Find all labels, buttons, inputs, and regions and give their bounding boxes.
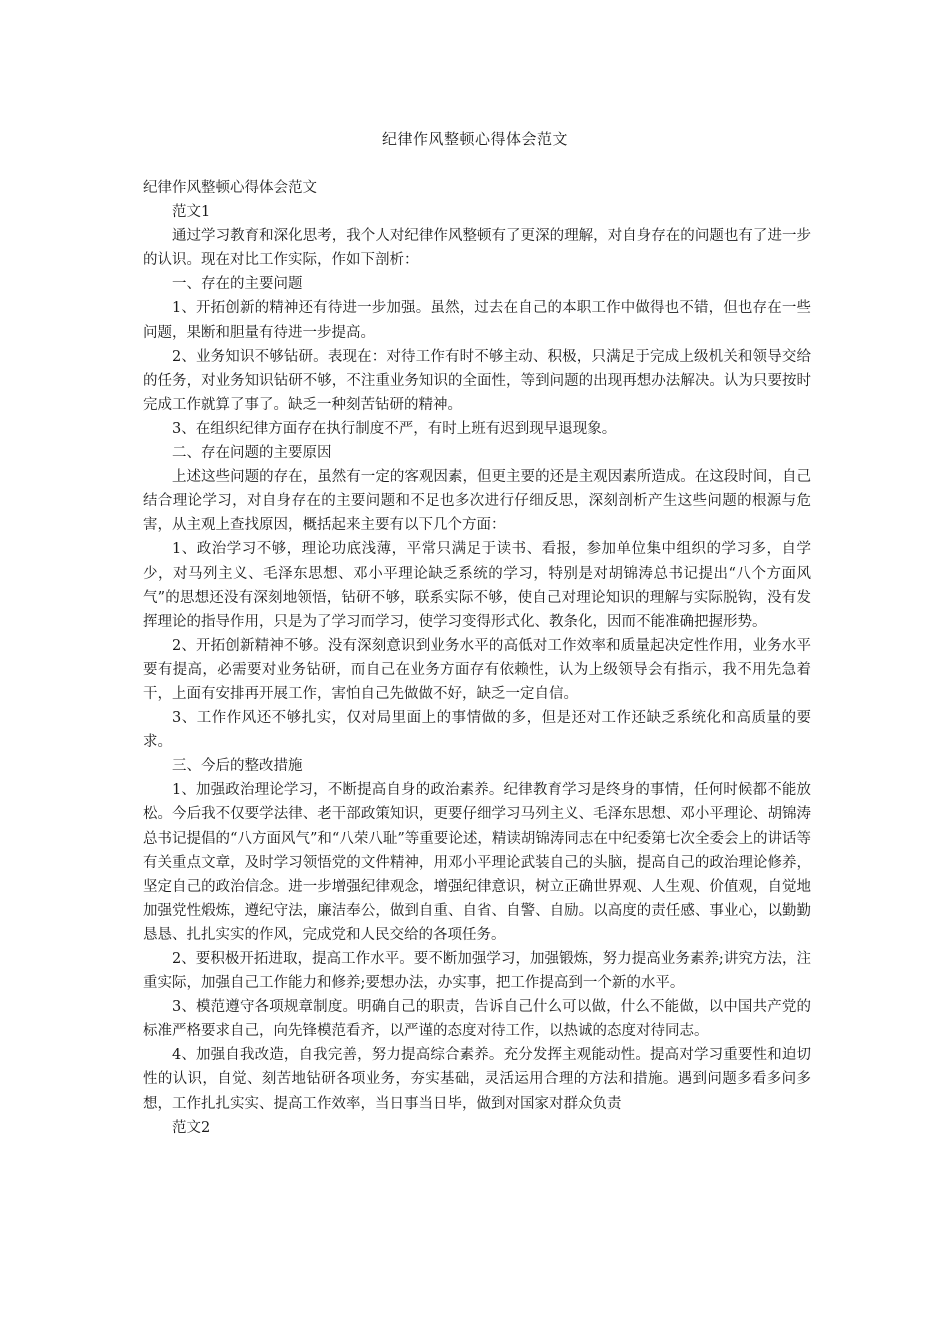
paragraph: 1、加强政治理论学习，不断提高自身的政治素养。纪律教育学习是终身的事情，任何时候都不能放松。今后我不仅要学法律、老干部政策知识，更要仔细学习马列主义、毛泽东思想、邓小平理论、胡锦涛总书记提倡的“八方面风气”和“八荣八耻”等重要论述，精读胡锦涛同志在中纪委第七次全委会上的讲话等有关重点文章，及时学习领悟党的文件精神，用邓小平理论武装自己的头脑，提高自己的政治理论修养，坚定自己的政治信念。进一步增强纪律观念，增强纪律意识，树立正确世界观、人生观、价值观，自觉地加强党性煅炼，遵纪守法，廉洁奉公，做到自重、自省、自警、自励。以高度的责任感、事业心，以勤勤恳恳、扎扎实实的作风，完成党和人民交给的各项任务。 xyxy=(143,782,811,943)
paragraph: 2、要积极开拓进取，提高工作水平。要不断加强学习，加强锻炼，努力提高业务素养;讲究方法，注重实际，加强自己工作能力和修养;要想办法，办实事，把工作提高到一个新的水平。 xyxy=(143,951,811,992)
paragraph: 范文1 xyxy=(172,204,211,221)
paragraph: 三、今后的整改措施 xyxy=(172,758,303,775)
paragraph: 2、开拓创新精神不够。没有深刻意识到业务水平的高低对工作效率和质量起决定性作用，业务水平要有提高，必需要对业务钻研，而自己在业务方面存有依赖性，认为上级领导会有指示，我不用先急着干，上面有安排再开展工作，害怕自己先做做不好，缺乏一定自信。 xyxy=(143,637,811,702)
paragraph: 二、存在问题的主要原因 xyxy=(172,445,332,462)
paragraph: 3、在组织纪律方面存在执行制度不严，有时上班有迟到现早退现象。 xyxy=(172,420,617,437)
paragraph: 1、政治学习不够，理论功底浅薄，平常只满足于读书、看报，参加单位集中组织的学习多，自学少，对马列主义、毛泽东思想、邓小平理论缺乏系统的学习，特别是对胡锦涛总书记提出“八个方面风气”的思想还没有深刻地领悟，钻研不够，联系实际不够，使自己对理论知识的理解与实际脱钩，没有发挥理论的指导作用，只是为了学习而学习，使学习变得形式化、教条化，因而不能准确把握形势。 xyxy=(143,541,811,630)
document-body xyxy=(143,176,811,1140)
document-title: 纪律作风整顿心得体会范文 xyxy=(381,130,568,148)
paragraph: 通过学习教育和深化思考，我个人对纪律作风整顿有了更深的理解，对自身存在的问题也有了进一步的认识。现在对比工作实际，作如下剖析： xyxy=(143,228,811,269)
paragraph: 纪律作风整顿心得体会范文 xyxy=(143,180,317,196)
paragraph: 3、模范遵守各项规章制度。明确自己的职责，告诉自己什么可以做，什么不能做，以中国共产党的标准严格要求自己，向先锋模范看齐，以严谨的态度对待工作，以热诚的态度对待同志。 xyxy=(143,999,811,1040)
paragraph: 3、工作作风还不够扎实，仅对局里面上的事情做的多，但是还对工作还缺乏系统化和高质量的要求。 xyxy=(143,710,811,751)
paragraph: 2、业务知识不够钻研。表现在：对待工作有时不够主动、积极，只满足于完成上级机关和领导交给的任务，对业务知识钻研不够，不注重业务知识的全面性，等到问题的出现再想办法解决。认为只要按时完成工作就算了事了。缺乏一种刻苦钻研的精神。 xyxy=(143,348,811,413)
paragraph: 范文2 xyxy=(172,1119,211,1136)
paragraph: 上述这些问题的存在，虽然有一定的客观因素，但更主要的还是主观因素所造成。在这段时间，自己结合理论学习，对自身存在的主要问题和不足也多次进行仔细反思，深刻剖析产生这些问题的根源与危害，从主观上查找原因，概括起来主要有以下几个方面： xyxy=(143,469,811,534)
paragraph: 一、存在的主要问题 xyxy=(172,276,303,293)
paragraph: 1、开拓创新的精神还有待进一步加强。虽然，过去在自己的本职工作中做得也不错，但也存在一些问题，果断和胆量有待进一步提高。 xyxy=(143,300,811,341)
paragraph: 4、加强自我改造，自我完善，努力提高综合素养。充分发挥主观能动性。提高对学习重要性和迫切性的认识，自觉、刻苦地钻研各项业务，夯实基础，灵活运用合理的方法和措施。遇到问题多看多问多想，工作扎扎实实、提高工作效率，当日事当日毕，做到对国家对群众负责 xyxy=(143,1047,811,1112)
